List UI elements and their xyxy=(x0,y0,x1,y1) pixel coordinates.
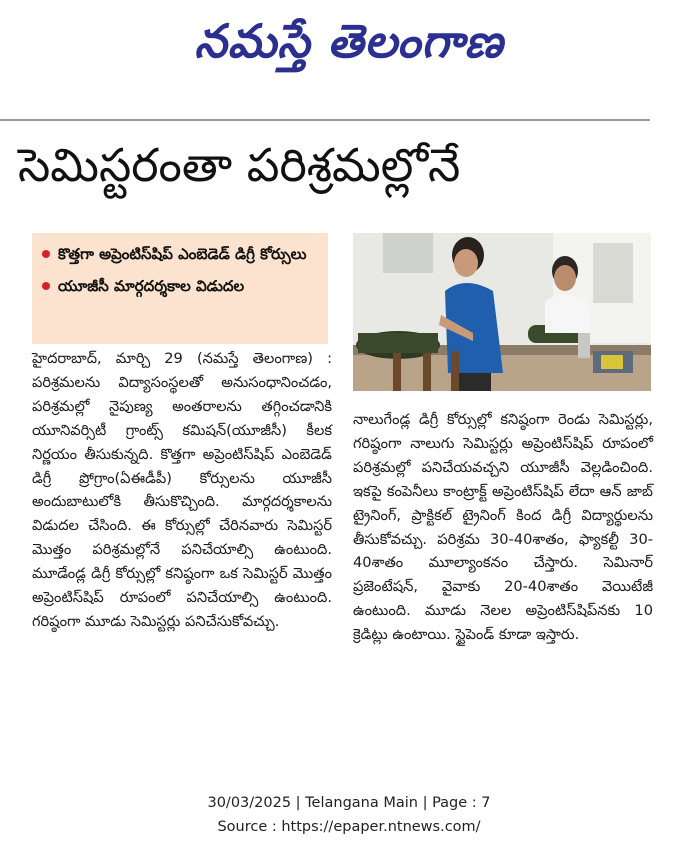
bullet-icon xyxy=(42,282,50,290)
bullet-icon xyxy=(42,250,50,258)
highlight-item xyxy=(42,273,322,299)
article-body-left: హైదరాబాద్, మార్చి 29 (నమస్తే తెలంగాణ) : పరిశ్రమలను విద్యాసంస్థలతో అనుసంధానించడం, పరిశ్రమల్లో నైపుణ్య అంతరాలను తగ్గించడానికి యూనివర్సిటీ గ్రాంట్స్ కమిషన్(యూజీసీ) కీలక నిర్ణయం తీసుకున్నది. కొత్తగా అప్రెంటిస్‌షిప్ ఎంబెడెడ్ డిగ్రీ ప్రోగ్రాం(ఏఈడీపీ) కోర్సులను యూజీసీ అందుబాటులోకి తీసుకొచ్చింది. మార్గదర్శకాలను విడుదల చేసింది. ఈ కోర్సుల్లో చేరినవారు సెమిస్టర్ మొత్తం పరిశ్రమల్లోనే పనిచేయాల్సి ఉంటుంది. మూడేండ్ల డిగ్రీ కోర్సుల్లో కనిష్ఠంగా ఒక సెమిస్టర్ మొత్తం అప్రెంటిస్‌షిప్ రూపంలో పనిచేయాల్సి ఉంటుంది. గరిష్ఠంగా మూడు సెమిస్టర్లు పనిచేసుకోవచ్చు. xyxy=(32,350,332,630)
highlight-text: కొత్తగా అప్రెంటిస్‌షిప్ ఎంబెడెడ్ డిగ్రీ కోర్సులు xyxy=(58,245,307,263)
highlight-text: యూజీసీ మార్గదర్శకాల విడుదల xyxy=(58,277,245,295)
masthead-divider xyxy=(0,119,650,121)
article-photo xyxy=(353,233,651,391)
lab-scene-image xyxy=(353,233,651,391)
edition-info: 30/03/2025 | Telangana Main | Page : 7 xyxy=(207,795,491,811)
highlights-box xyxy=(32,233,328,344)
article-body-right: నాలుగేండ్ల డిగ్రీ కోర్సుల్లో కనిష్ఠంగా రెండు సెమిస్టర్లు, గరిష్ఠంగా నాలుగు సెమిస్టర్లు అప్రెంటిస్‌షిప్ రూపంలో పరిశ్రమల్లో పనిచేయవచ్చని యూజీసీ వెల్లడించింది. ఇకపై కంపెనీలు కాంట్రాక్ట్ అప్రెంటిస్‌షిప్ లేదా ఆన్ జాబ్ ట్రైనింగ్, ప్రాక్టికల్ ట్రైనింగ్ కింద డిగ్రీ విద్యార్థులను తీసుకోవచ్చు. పరిశ్రమ 30-40శాతం, ఫ్యాకల్టీ 30-40శాతం మూల్యాంకనం చేస్తారు. సెమినార్ ప్రజెంటేషన్, వైవాకు 20-40శాతం వెయిటేజీ ఉంటుంది. మూడు నెలల అప్రెంటిస్‌షిప్‌నకు 10 క్రెడిట్లు ఉంటాయి. స్టైపెండ్ కూడా ఇస్తారు. xyxy=(353,411,653,644)
highlight-item xyxy=(42,241,322,267)
newspaper-masthead: నమస్తే తెలంగాణ xyxy=(194,14,504,68)
source-link[interactable]: Source : https://epaper.ntnews.com/ xyxy=(217,819,481,835)
article-headline: సెమిస్టరంతా పరిశ్రమల్లోనే xyxy=(18,138,461,192)
